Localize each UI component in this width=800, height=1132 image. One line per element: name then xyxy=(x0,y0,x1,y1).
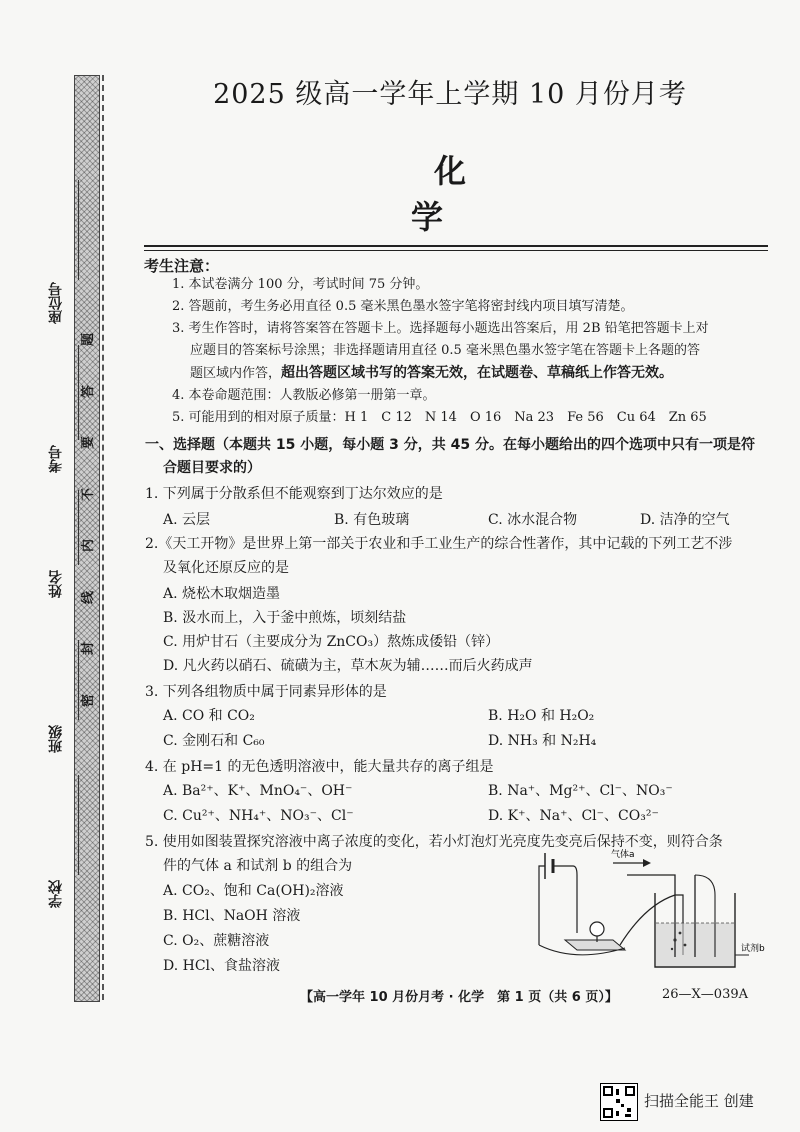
page-footer: 【高一学年 10 月份月考 · 化学 第 1 页（共 6 页）】 xyxy=(300,990,618,1005)
question-option: C. 金刚石和 C₆₀ xyxy=(163,733,265,749)
seal-dashed-line xyxy=(102,75,104,1000)
question-option: D. HCl、食盐溶液 xyxy=(163,958,281,974)
question-option: A. 云层 xyxy=(163,512,211,528)
class-label: 班级 xyxy=(48,725,64,753)
seal-char: 题 xyxy=(81,332,97,347)
notice-item: 1. 本试卷满分 100 分，考试时间 75 分钟。 xyxy=(172,277,429,292)
notice-item: 2. 答题前，考生务必用直径 0.5 毫米黑色墨水签字笔将密封线内项目填写清楚。 xyxy=(172,299,634,314)
question-stem-line: 件的气体 a 和试剂 b 的组合为 xyxy=(163,858,353,874)
notice-item: 3. 考生作答时，请将答案答在答题卡上。选择题每小题选出答案后，用 2B 铅笔把答题卡上对 xyxy=(172,321,709,336)
question-option: B. 有色玻璃 xyxy=(334,512,410,528)
question-stem xyxy=(145,532,785,580)
notice-text: 题区域内作答， xyxy=(190,366,282,381)
school-field xyxy=(24,855,84,975)
question-stem: 3. 下列各组物质中属于同素异形体的是 xyxy=(145,684,387,700)
subject-title: 化学 xyxy=(410,152,512,236)
question-stem-line: 2.《天工开物》是世界上第一部关于农业和手工业生产的综合性著作，其中记载的下列工艺不涉 xyxy=(145,536,733,552)
seal-char: 内 xyxy=(81,539,97,553)
seat-number-line xyxy=(78,180,79,280)
notice-emphasis: 超出答题区域书写的答案无效，在试题卷、草稿纸上作答无效。 xyxy=(281,365,674,381)
notice-item xyxy=(172,362,772,385)
question-option: C. O₂、蔗糖溶液 xyxy=(163,933,270,949)
name-field xyxy=(24,540,84,660)
seat-number-field xyxy=(24,250,84,360)
school-line xyxy=(78,775,79,875)
question-option: A. Ba²⁺、K⁺、MnO₄⁻、OH⁻ xyxy=(163,783,353,799)
question-option: D. 洁净的空气 xyxy=(640,512,730,528)
section-heading-line: 合题目要求的） xyxy=(163,460,261,476)
question-stem-line: 5. 使用如图装置探究溶液中离子浓度的变化，若小灯泡灯光亮度先变亮后保持不变，则符合条 xyxy=(145,834,723,850)
question-option: A. CO₂、饱和 Ca(OH)₂溶液 xyxy=(163,883,344,899)
qr-code-icon xyxy=(600,1083,638,1121)
question-option: B. Na⁺、Mg²⁺、Cl⁻、NO₃⁻ xyxy=(488,783,673,799)
name-label: 姓名 xyxy=(48,570,64,598)
seat-number-label: 座位号 xyxy=(48,282,64,324)
seal-char: 要 xyxy=(81,436,97,450)
question-option: C. Cu²⁺、NH₄⁺、NO₃⁻、Cl⁻ xyxy=(163,808,354,824)
question-stem-line: 及氧化还原反应的是 xyxy=(163,560,289,576)
question-stem: 4. 在 pH=1 的无色透明溶液中，能大量共存的离子组是 xyxy=(145,759,494,775)
question-option: D. 凡火药以硝石、硫磺为主，草木灰为辅……而后火药成声 xyxy=(163,658,533,674)
question-option: B. 汲水而上，入于釜中煎炼，顷刻结盐 xyxy=(163,610,407,626)
notice-item: 5. 可能用到的相对原子质量：H 1 C 12 N 14 O 16 Na 23 Fe 56 Cu 64 Zn 65 xyxy=(172,410,707,425)
notice-item: 4. 本卷命题范围：人教版必修第一册第一章。 xyxy=(172,388,436,403)
bulb-icon xyxy=(590,922,604,936)
header-rule xyxy=(144,245,768,247)
seal-char: 答 xyxy=(81,384,97,398)
question-option: D. NH₃ 和 N₂H₄ xyxy=(488,733,597,749)
notice-list xyxy=(172,274,772,429)
seal-char: 不 xyxy=(81,487,97,501)
question-option: B. H₂O 和 H₂O₂ xyxy=(488,708,595,724)
notice-title: 考生注意： xyxy=(144,257,220,275)
scanner-watermark: 扫描全能王 创建 xyxy=(644,1092,754,1110)
section-heading-line: 一、选择题（本题共 15 小题，每小题 3 分，共 45 分。在每小题给出的四个选项中只有一项是符 xyxy=(145,437,755,453)
section-heading xyxy=(145,434,775,480)
class-field xyxy=(24,700,84,820)
paper-code: 26—X—039A xyxy=(662,987,748,1002)
exam-number-label: 考号 xyxy=(48,445,64,473)
exam-number-field xyxy=(24,395,84,515)
question-option: B. HCl、NaOH 溶液 xyxy=(163,908,301,924)
exam-title: 2025 级高一学年上学期 10 月份月考 xyxy=(213,79,687,110)
question-option: D. K⁺、Na⁺、Cl⁻、CO₃²⁻ xyxy=(488,808,659,824)
seal-char: 封 xyxy=(81,642,97,656)
notice-item: 应题目的答案标号涂黑；非选择题请用直径 0.5 毫米黑色墨水签字笔在答题卡上各题的答 xyxy=(190,343,700,358)
reagent-label: 试剂b xyxy=(741,944,765,954)
seal-char: 线 xyxy=(81,590,97,604)
conductivity-apparatus-figure xyxy=(535,845,780,975)
seal-warning xyxy=(79,330,95,710)
header-rule-thin xyxy=(144,250,768,251)
question-option: C. 用炉甘石（主要成分为 ZnCO₃）熬炼成倭铅（锌） xyxy=(163,634,500,650)
seal-char: 密 xyxy=(81,693,97,707)
gas-label: 气体a xyxy=(611,850,635,860)
school-label: 学校 xyxy=(48,880,64,908)
question-option: A. 烧松木取烟造墨 xyxy=(163,586,281,602)
question-option: A. CO 和 CO₂ xyxy=(163,708,255,724)
question-stem: 1. 下列属于分散系但不能观察到丁达尔效应的是 xyxy=(145,486,443,502)
question-option: C. 冰水混合物 xyxy=(488,512,578,528)
